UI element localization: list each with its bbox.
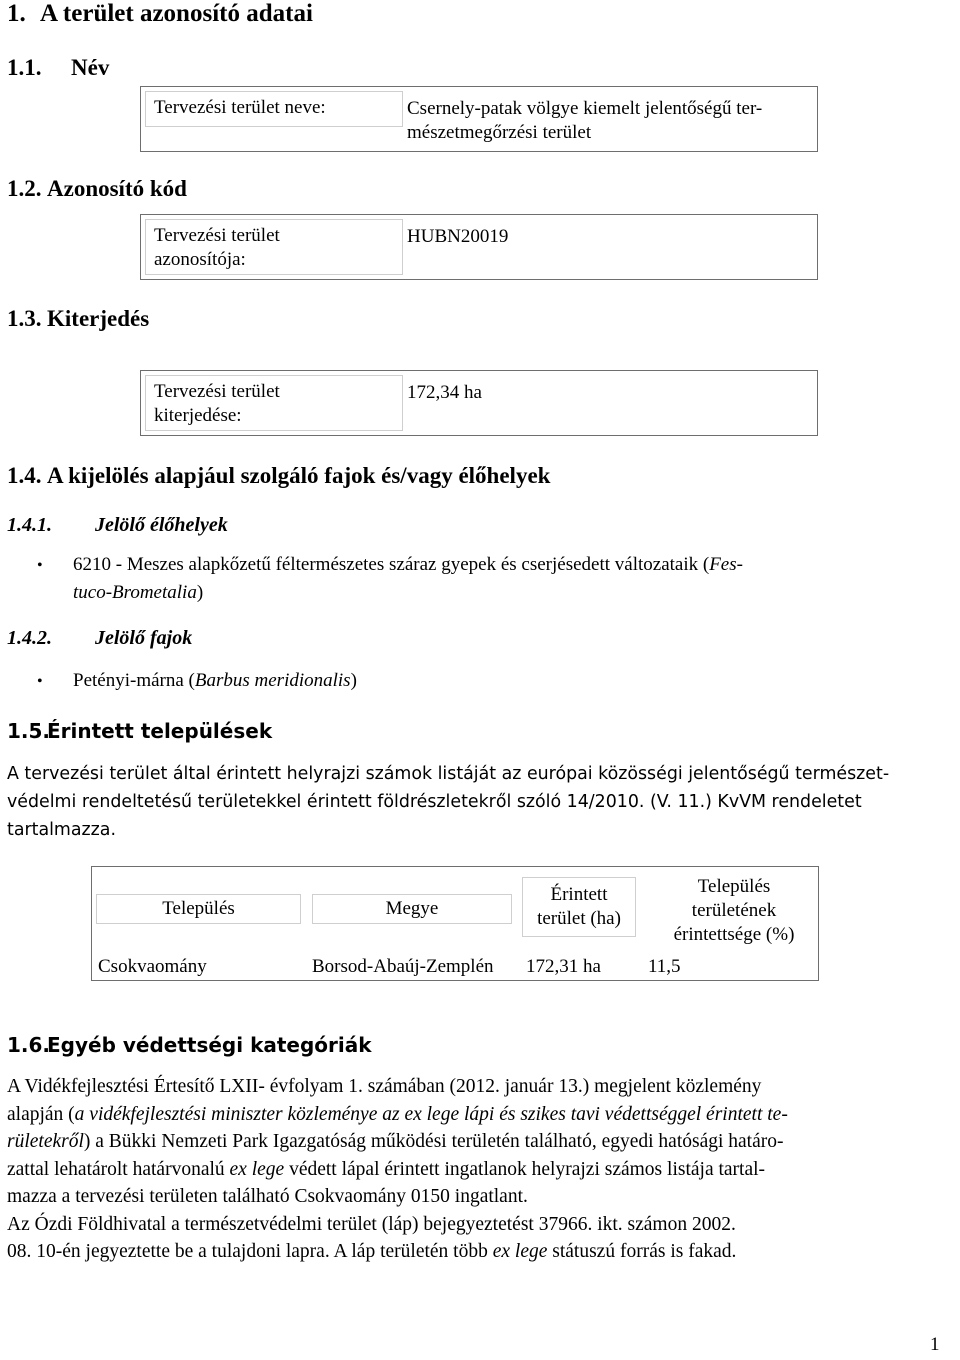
code-label: Tervezési terület azonosítója:: [145, 219, 403, 275]
table-cell: 11,5: [648, 956, 681, 977]
species-list-item: Petényi-márna (Barbus meridionalis): [73, 670, 357, 691]
extent-label: Tervezési terület kiterjedése:: [145, 375, 403, 431]
table-header: Település területének érintettsége (%): [673, 876, 795, 945]
protection-paragraph: [7, 1073, 955, 1266]
table-cell: 172,31 ha: [526, 956, 601, 977]
section-heading-1-3: 1.3. Kiterjedés: [7, 306, 150, 331]
section-heading-1-5: 1.5.Érintett települések: [7, 719, 273, 743]
bullet-icon: •: [37, 557, 43, 574]
section-heading-1-4-1: 1.4.1. Jelölő élőhelyek: [7, 514, 228, 536]
name-label: Tervezési terület neve:: [145, 91, 403, 127]
paragraph-line: 08. 10-én jegyeztette be a tulajdoni lapra. A láp területén több ex lege státuszú forrás is fakad.: [7, 1241, 737, 1262]
settlements-paragraph: A tervezési terület által érintett helyrajzi számok listáját az európai közösségi jelentőségű természet- védelmi rendeltetésű területekkel érintett földrészletekről szóló 14/2010. (V. 11.) KvVM rendeletet tartalmazza.: [7, 764, 890, 840]
code-info-box: [140, 214, 818, 280]
section-heading-1-4-2: 1.4.2. Jelölő fajok: [7, 627, 193, 649]
bullet-icon: •: [37, 673, 43, 690]
settlements-table: [91, 866, 819, 981]
name-value: Csernely-patak völgye kiemelt jelentőségű ter- mészetmegőrzési terület: [407, 98, 763, 143]
section-heading-1-4: 1.4. A kijelölés alapjául szolgáló fajok és/vagy élőhelyek: [7, 463, 551, 488]
page-number: 1: [930, 1334, 940, 1355]
paragraph-line: Az Ózdi Földhivatal a természetvédelmi terület (láp) bejegyeztetést 37966. ikt. számon 2002.: [7, 1213, 736, 1235]
code-value: HUBN20019: [407, 226, 509, 247]
paragraph-line: A Vidékfejlesztési Értesítő LXII- évfolyam 1. számában (2012. január 13.) megjelent közlemény: [7, 1076, 762, 1097]
section-heading-1-2: 1.2. Azonosító kód: [7, 176, 187, 201]
section-heading-1-6: 1.6.Egyéb védettségi kategóriák: [7, 1033, 372, 1057]
extent-value: 172,34 ha: [407, 382, 482, 403]
table-header: Megye: [312, 894, 512, 924]
table-cell: Borsod-Abaúj-Zemplén: [312, 956, 494, 977]
habitat-list-item-cont: tuco-Brometalia): [73, 582, 204, 603]
paragraph-line: zattal lehatárolt határvonalú ex lege védett lápal érintett ingatlanok helyrajzi számos listája tartal-: [7, 1158, 766, 1180]
name-info-box: [140, 86, 818, 152]
extent-info-box: [140, 370, 818, 436]
table-header: Érintett terület (ha): [522, 877, 636, 937]
paragraph-line: rületekről) a Bükki Nemzeti Park Igazgatóság működési területén található, egyedi hatósági határo-: [7, 1131, 784, 1152]
paragraph-line: alapján (a vidékfejlesztési miniszter közleménye az ex lege lápi és szikes tavi védettséggel érintett te-: [7, 1103, 788, 1125]
habitat-list-item: 6210 - Meszes alapkőzetű féltermészetes száraz gyepek és cserjésedett változataik (Fes-: [73, 554, 743, 575]
table-header: Település: [96, 894, 301, 924]
section-heading-1-1: 1.1. Név: [7, 55, 110, 80]
table-cell: Csokvaomány: [98, 956, 207, 977]
section-heading-1: 1. A terület azonosító adatai: [7, 0, 313, 27]
paragraph-line: mazza a tervezési területen található Csokvaomány 0150 ingatlant.: [7, 1186, 528, 1207]
